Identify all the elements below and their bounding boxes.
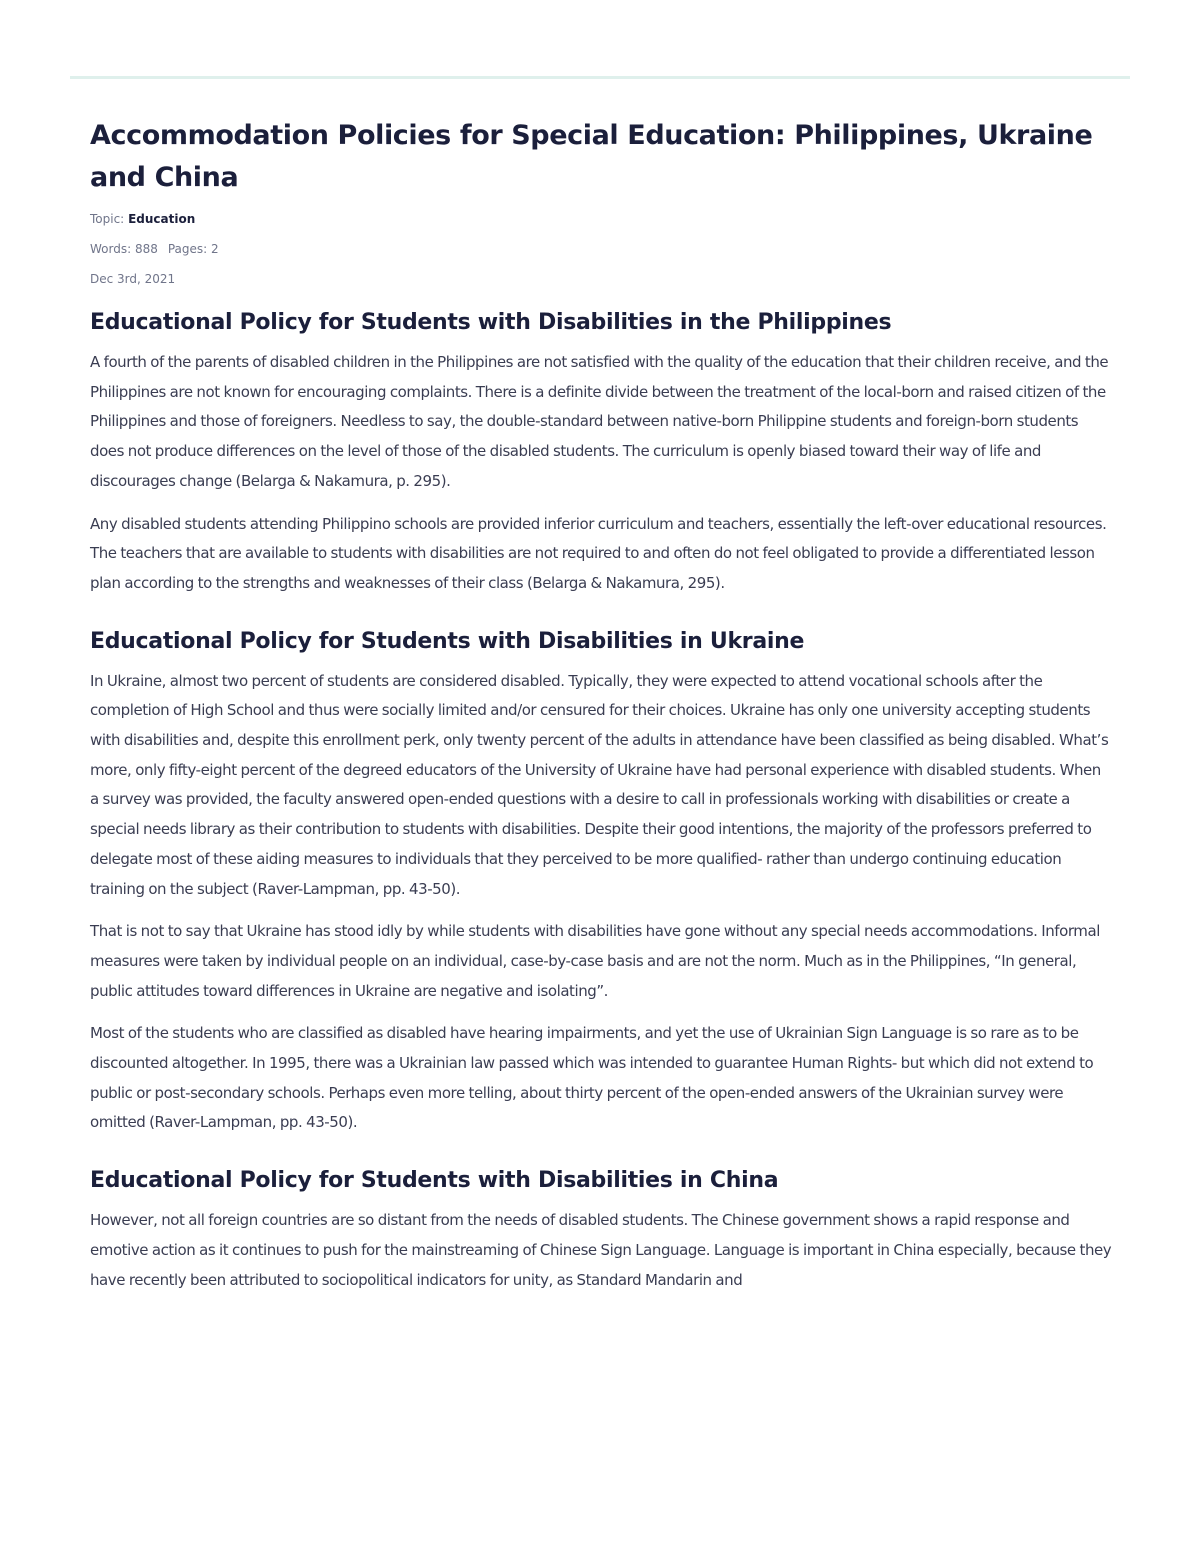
topic-line	[90, 211, 1112, 227]
paragraph: That is not to say that Ukraine has stood idly by while students with disabilities have gone without any special needs accommodations. Informal measures were taken by individual people on an individual, case-by-case basis and are not the norm. Much as in the Philippines, “In general, public attitudes toward differences in Ukraine are negative and isolating”.	[90, 922, 1100, 1000]
topic-label: Topic:	[90, 212, 125, 226]
page-count: Pages: 2	[167, 242, 219, 256]
paragraph: A fourth of the parents of disabled children in the Philippines are not satisfied with the quality of the education that their children receive, and the Philippines are not known for encouraging complaints. There is a definite divide between the treatment of the local-born and raised citizen of the Philippines and those of foreigners. Needless to say, the double-standard between native-born Philippine students and foreign-born students does not produce differences on the level of those of the disabled students. The curriculum is openly biased toward their way of life and discourages change (Belarga & Nakamura, p. 295).	[90, 353, 1109, 490]
document-body	[90, 115, 1112, 1295]
section-heading-china: Educational Policy for Students with Disabilities in China	[90, 1168, 779, 1194]
document-stats	[90, 241, 1112, 257]
publish-date: Dec 3rd, 2021	[90, 272, 176, 286]
paragraph: However, not all foreign countries are so distant from the needs of disabled students. The Chinese government shows a rapid response and emotive action as it continues to push for the mainstreaming of Chinese Sign Language. Language is important in China especially, because they have recently been attributed to sociopolitical indicators for unity, as Standard Mandarin and	[90, 1211, 1112, 1289]
page-title: Accommodation Policies for Special Education: Philippines, Ukraine and China	[90, 120, 1093, 193]
section-heading-philippines: Educational Policy for Students with Disabilities in the Philippines	[90, 310, 892, 335]
paragraph: In Ukraine, almost two percent of students are considered disabled. Typically, they were expected to attend vocational schools after the completion of High School and thus were socially limited and/or censured for their choices. Ukraine has only one university accepting students with disabilities and, despite this enrollment perk, only twenty percent of the adults in attendance have been classified as being disabled. What’s more, only fifty-eight percent of the degreed educators of the University of Ukraine have had personal experience with disabled students. When a survey was provided, the faculty answered open-ended questions with a desire to call in professionals working with disabilities or create a special needs library as their contribution to students with disabilities. Despite their good intentions, the majority of the professors preferred to delegate most of these aiding measures to individuals that they perceived to be more qualified- rather than undergo continuing education training on the subject (Raver-Lampman, pp. 43-50).	[90, 671, 1109, 898]
topic-value[interactable]: Education	[128, 212, 196, 226]
top-divider	[70, 76, 1130, 79]
paragraph: Any disabled students attending Philippino schools are provided inferior curriculum and teachers, essentially the left-over educational resources. The teachers that are available to students with disabilities are not required to and often do not feel obligated to provide a differentiated lesson plan according to the strengths and weaknesses of their class (Belarga & Nakamura, 295).	[90, 514, 1107, 592]
section-heading-ukraine: Educational Policy for Students with Disabilities in Ukraine	[90, 628, 805, 654]
paragraph: Most of the students who are classified as disabled have hearing impairments, and yet the use of Ukrainian Sign Language is so rare as to be discounted altogether. In 1995, there was a Ukrainian law passed which was intended to guarantee Human Rights- but which did not extend to public or post-secondary schools. Perhaps even more telling, about thirty percent of the open-ended answers of the Ukrainian survey were omitted (Raver-Lampman, pp. 43-50).	[90, 1024, 1094, 1132]
word-count: Words: 888	[90, 242, 158, 256]
